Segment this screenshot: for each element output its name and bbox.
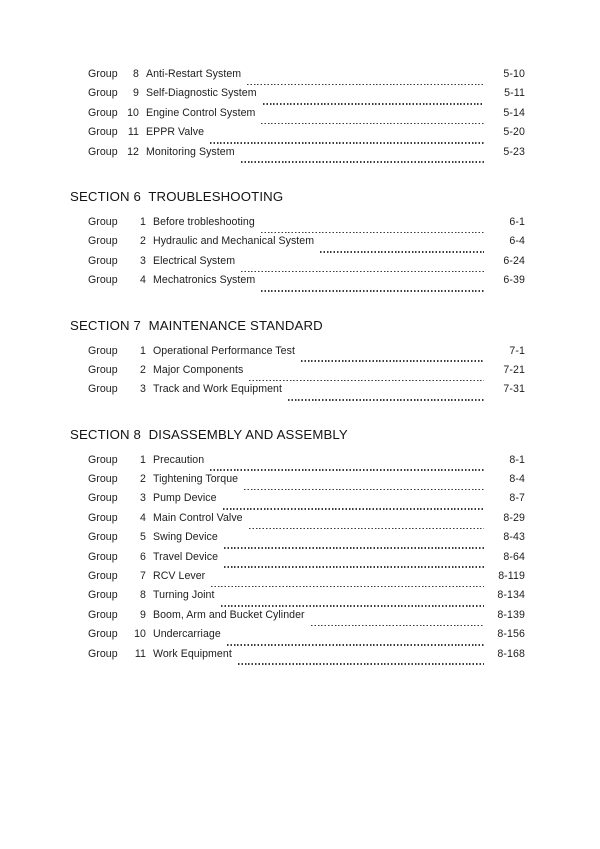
toc-entry-title: Electrical System (153, 254, 236, 267)
toc-entry-list (0, 216, 600, 294)
toc-entry-group-number: 3 (140, 492, 146, 505)
toc-entry-group-number: 10 (134, 628, 146, 641)
toc-entry[interactable] (0, 68, 600, 87)
dot-leader (249, 373, 484, 383)
toc-entry-page-number: 5-10 (503, 68, 525, 80)
toc-entry-group-number: 9 (140, 608, 146, 621)
section-heading: SECTION 6 TROUBLESHOOTING (70, 188, 284, 204)
toc-entry[interactable] (0, 589, 600, 608)
toc-entry-page-number: 6-4 (509, 235, 525, 248)
dot-leader (238, 657, 484, 667)
top-padding (0, 0, 600, 68)
toc-entry-page-number: 8-64 (503, 550, 525, 563)
toc-entry-title: Undercarriage (153, 628, 221, 641)
toc-entry-group-label: Group (88, 106, 118, 119)
toc-entry-title: Boom, Arm and Bucket Cylinder (153, 608, 305, 621)
toc-entry-list (0, 345, 600, 403)
toc-entry-group-number: 8 (133, 68, 139, 80)
toc-entry[interactable] (0, 628, 600, 647)
toc-entry-group-number: 10 (127, 106, 139, 119)
toc-entry[interactable] (0, 235, 600, 254)
section-spacer (0, 294, 600, 316)
dot-leader (320, 245, 484, 255)
toc-entry-group-label: Group (88, 511, 118, 524)
toc-entry[interactable] (0, 146, 600, 165)
dot-leader (210, 463, 484, 473)
section-spacer (0, 403, 600, 425)
toc-entry-list (0, 454, 600, 667)
toc-entry-title: Tightening Torque (153, 473, 239, 486)
toc-entry[interactable] (0, 383, 600, 402)
toc-entry-group-label: Group (88, 383, 118, 396)
dot-leader (301, 354, 484, 364)
toc-entry-group-label: Group (88, 550, 118, 563)
toc-entry-group-number: 7 (140, 570, 146, 583)
dot-leader (247, 77, 484, 87)
toc-entry-title: Track and Work Equipment (153, 383, 282, 396)
toc-entry-title: Hydraulic and Mechanical System (153, 235, 315, 248)
toc-entry-page-number: 5-14 (503, 106, 525, 119)
toc-entry-page-number: 8-7 (509, 492, 525, 505)
toc-entry-title: Monitoring System (146, 145, 235, 158)
toc-entry-group-number: 3 (140, 254, 146, 267)
toc-entry-group-number: 1 (140, 453, 146, 466)
toc-entry-title: EPPR Valve (146, 126, 205, 139)
dot-leader (223, 502, 484, 512)
toc-entry-group-number: 4 (140, 511, 146, 524)
toc-entry-group-number: 3 (140, 383, 146, 396)
toc-entry[interactable] (0, 512, 600, 531)
dot-leader (261, 225, 484, 235)
toc-entry-group-label: Group (88, 531, 118, 544)
toc-entry[interactable] (0, 274, 600, 293)
toc-entry-group-number: 4 (140, 274, 146, 287)
heading-spacer (0, 335, 600, 345)
dot-leader (263, 97, 484, 107)
toc-entry-title: Main Control Valve (153, 511, 243, 524)
toc-entry[interactable] (0, 364, 600, 383)
toc-entry-page-number: 5-11 (504, 87, 525, 100)
dot-leader (241, 155, 484, 165)
toc-entry-page-number: 8-119 (498, 570, 525, 583)
toc-entry-group-number: 12 (127, 145, 139, 158)
toc-entry-page-number: 5-23 (503, 145, 525, 158)
toc-entry-page-number: 7-21 (503, 363, 525, 376)
toc-entry-group-number: 8 (140, 589, 146, 602)
toc-entry-title: RCV Lever (153, 570, 206, 583)
dot-leader (244, 482, 484, 492)
toc-entry-page-number: 8-156 (497, 628, 525, 641)
toc-entry[interactable] (0, 648, 600, 667)
toc-entry-page-number: 6-24 (503, 254, 525, 267)
toc-entry-page-number: 6-39 (503, 274, 525, 287)
toc-entry-group-label: Group (88, 274, 118, 287)
toc-entry-group-label: Group (88, 215, 118, 228)
toc-entry-title: Operational Performance Test (153, 344, 295, 357)
dot-leader (249, 521, 484, 531)
toc-entry-group-label: Group (88, 570, 118, 583)
toc-entry[interactable] (0, 454, 600, 473)
toc-entry-group-label: Group (88, 68, 118, 80)
toc-entry-group-label: Group (88, 235, 118, 248)
toc-entry-title: Major Components (153, 363, 244, 376)
toc-entry-title: Pump Device (153, 492, 217, 505)
dot-leader (261, 284, 484, 294)
toc-entry-page-number: 8-1 (509, 453, 525, 466)
toc-entry-group-number: 2 (140, 473, 146, 486)
dot-leader (221, 599, 485, 609)
toc-entry-group-number: 11 (134, 647, 146, 660)
toc-entry-title: Self-Diagnostic System (146, 87, 257, 100)
toc-entry[interactable] (0, 551, 600, 570)
toc-entry-page-number: 8-4 (509, 473, 525, 486)
toc-entry-page-number: 8-43 (503, 531, 525, 544)
heading-spacer (0, 206, 600, 216)
toc-entry-title: Precaution (153, 453, 205, 466)
toc-entry-group-number: 2 (140, 363, 146, 376)
toc-entry-group-label: Group (88, 254, 118, 267)
toc-entry[interactable] (0, 345, 600, 364)
dot-leader (241, 264, 484, 274)
toc-entry-group-label: Group (88, 344, 118, 357)
toc-entry-group-label: Group (88, 473, 118, 486)
toc-entry[interactable] (0, 87, 600, 106)
toc-entry-page-number: 8-168 (497, 647, 525, 660)
toc-entry-title: Anti-Restart System (146, 68, 242, 80)
toc-entry[interactable] (0, 216, 600, 235)
toc-entry-page-number: 7-1 (509, 344, 525, 357)
toc-entry-page-number: 5-20 (503, 126, 525, 139)
toc-entry-group-label: Group (88, 363, 118, 376)
toc-entry-title: Swing Device (153, 531, 218, 544)
toc-entry[interactable] (0, 531, 600, 550)
dot-leader (227, 638, 484, 648)
toc-entry-group-label: Group (88, 126, 118, 139)
toc-entry-title: Mechatronics System (153, 274, 256, 287)
toc-entry[interactable] (0, 473, 600, 492)
toc-entry-title: Work Equipment (153, 647, 232, 660)
toc-entry[interactable] (0, 609, 600, 628)
toc-entry-group-label: Group (88, 453, 118, 466)
toc-entry-list (0, 68, 600, 165)
toc-entry-group-label: Group (88, 608, 118, 621)
toc-entry-title: Before trobleshooting (153, 215, 255, 228)
toc-entry-group-number: 1 (140, 344, 146, 357)
toc-entry-title: Engine Control System (146, 106, 256, 119)
toc-entry-page-number: 7-31 (503, 383, 525, 396)
toc-entry-group-number: 1 (140, 215, 146, 228)
section-heading: SECTION 7 MAINTENANCE STANDARD (70, 317, 323, 333)
toc-entry-page-number: 8-139 (497, 608, 525, 621)
dot-leader (224, 560, 484, 570)
section-spacer (0, 165, 600, 187)
toc-entry-group-label: Group (88, 628, 118, 641)
toc-entry-page-number: 8-29 (503, 511, 525, 524)
toc-entry-group-label: Group (88, 145, 118, 158)
toc-entry-group-label: Group (88, 492, 118, 505)
toc-entry-group-label: Group (88, 87, 118, 100)
toc-entry-group-label: Group (88, 589, 118, 602)
toc-entry-group-number: 5 (140, 531, 146, 544)
toc-entry-group-label: Group (88, 647, 118, 660)
toc-entry-group-number: 6 (140, 550, 146, 563)
heading-spacer (0, 444, 600, 454)
toc-entry-page-number: 8-134 (497, 589, 525, 602)
toc-entry-title: Turning Joint (153, 589, 215, 602)
toc-entry-group-number: 9 (133, 87, 139, 100)
dot-leader (261, 116, 484, 126)
toc-entry[interactable] (0, 255, 600, 274)
dot-leader (311, 618, 484, 628)
dot-leader (288, 393, 484, 403)
toc-entry-group-number: 2 (140, 235, 146, 248)
dot-leader (211, 579, 484, 589)
toc-entry-page-number: 6-1 (509, 215, 525, 228)
toc-entry-group-number: 11 (127, 126, 139, 139)
toc-entry[interactable] (0, 107, 600, 126)
section-heading: SECTION 8 DISASSEMBLY AND ASSEMBLY (70, 426, 348, 442)
toc-entry[interactable] (0, 570, 600, 589)
toc-entry[interactable] (0, 126, 600, 145)
toc-entry[interactable] (0, 492, 600, 511)
dot-leader (224, 541, 484, 551)
toc-entry-title: Travel Device (153, 550, 219, 563)
dot-leader (210, 136, 484, 146)
